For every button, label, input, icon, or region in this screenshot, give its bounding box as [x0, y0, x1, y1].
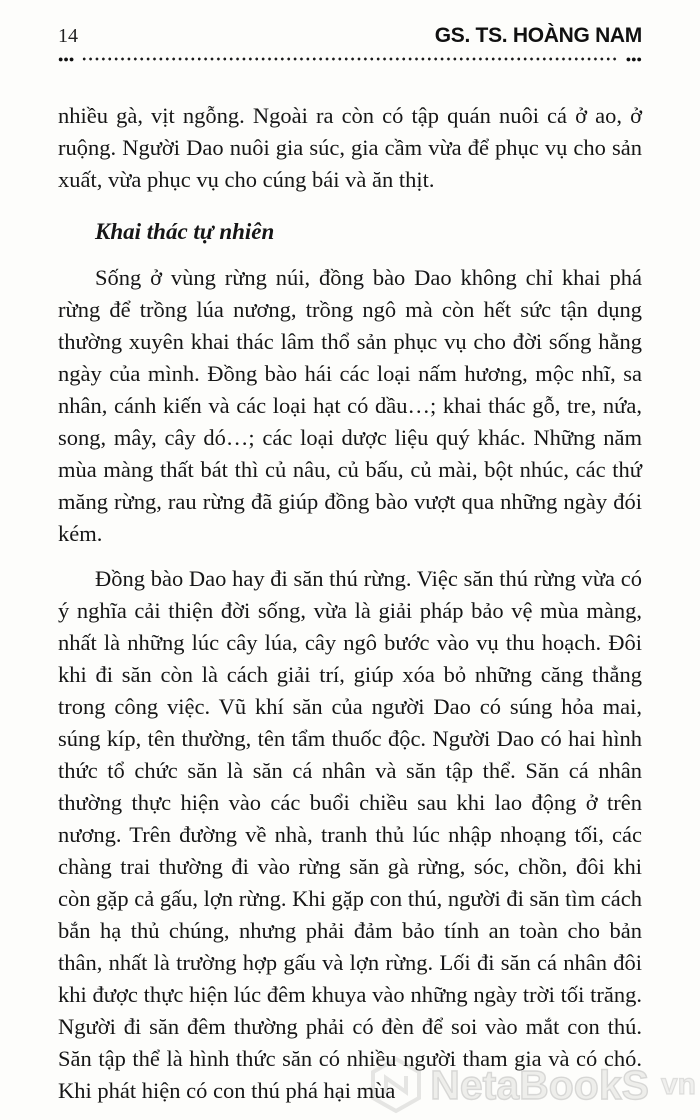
- paragraph-continuation: nhiều gà, vịt ngỗng. Ngoài ra còn có tập quán nuôi cá ở ao, ở ruộng. Người Dao nuôi gia súc, gia cầm vừa để phục vụ cho sản xuất, vừa phục vụ cho cúng bái và ăn thịt.: [58, 103, 642, 192]
- watermark-brand-text: NetaBookS: [430, 1061, 649, 1108]
- paragraph: Sống ở vùng rừng núi, đồng bào Dao không chỉ khai phá rừng để trồng lúa nương, trồng ngô mà còn hết sức tận dụng thường xuyên khai thác lâm thổ sản phục vụ cho đời sống hằng ngày của mình. Đồng bào hái các loại nấm hương, mộc nhĩ, sa nhân, cánh kiến và các loại hạt có dầu…; khai thác gỗ, tre, nứa, song, mây, cây dó…; các loại dược liệu quý khác. Những năm mùa màng thất bát thì củ nâu, củ bấu, củ mài, bột nhúc, các thứ măng rừng, rau rừng đã giúp đồng bào vượt qua những ngày đói kém.: [58, 265, 642, 546]
- divider-dot-line: [81, 56, 618, 62]
- page-content: [58, 100, 642, 1107]
- section-heading: Khai thác tự nhiên: [95, 219, 275, 244]
- dotted-divider: [58, 55, 642, 63]
- watermark-suffix-text: vn: [660, 1068, 696, 1101]
- page-number: 14: [58, 25, 78, 47]
- author-name: GS. TS. HOÀNG NAM: [434, 24, 642, 47]
- divider-end-dots-left: ●●●: [58, 54, 75, 64]
- page-header: [58, 24, 642, 48]
- paragraph: Đồng bào Dao hay đi săn thú rừng. Việc săn thú rừng vừa có ý nghĩa cải thiện đời sống, vừa là giải pháp bảo vệ mùa màng, nhất là những lúc cây lúa, cây ngô bước vào vụ thu hoạch. Đôi khi đi săn còn là cách giải trí, giúp xóa bỏ những căng thẳng trong công việc. Vũ khí săn của người Dao có súng hỏa mai, súng kíp, tên thường, tên tẩm thuốc độc. Người Dao có hai hình thức tổ chức săn là săn cá nhân và săn tập thể. Săn cá nhân thường thực hiện vào các buổi chiều sau khi lao động ở trên nương. Trên đường về nhà, tranh thủ lúc nhập nhoạng tối, các chàng trai thường đi vào rừng săn gà rừng, sóc, chồn, đôi khi còn gặp cả gấu, lợn rừng. Khi gặp con thú, người đi săn tìm cách bắn hạ thủ chúng, nhưng phải đảm bảo tính an toàn cho bản thân, nhất là trường hợp gấu và lợn rừng. Lối đi săn cá nhân đôi khi được thực hiện lúc đêm khuya vào những ngày trời tối trăng. Người đi săn đêm thường phải có đèn để soi vào mắt con thú. Săn tập thể là hình thức săn có nhiều người tham gia và có chó. Khi phát hiện có con thú phá hại mùa: [58, 566, 642, 1103]
- divider-end-dots-right: ●●●: [625, 54, 642, 64]
